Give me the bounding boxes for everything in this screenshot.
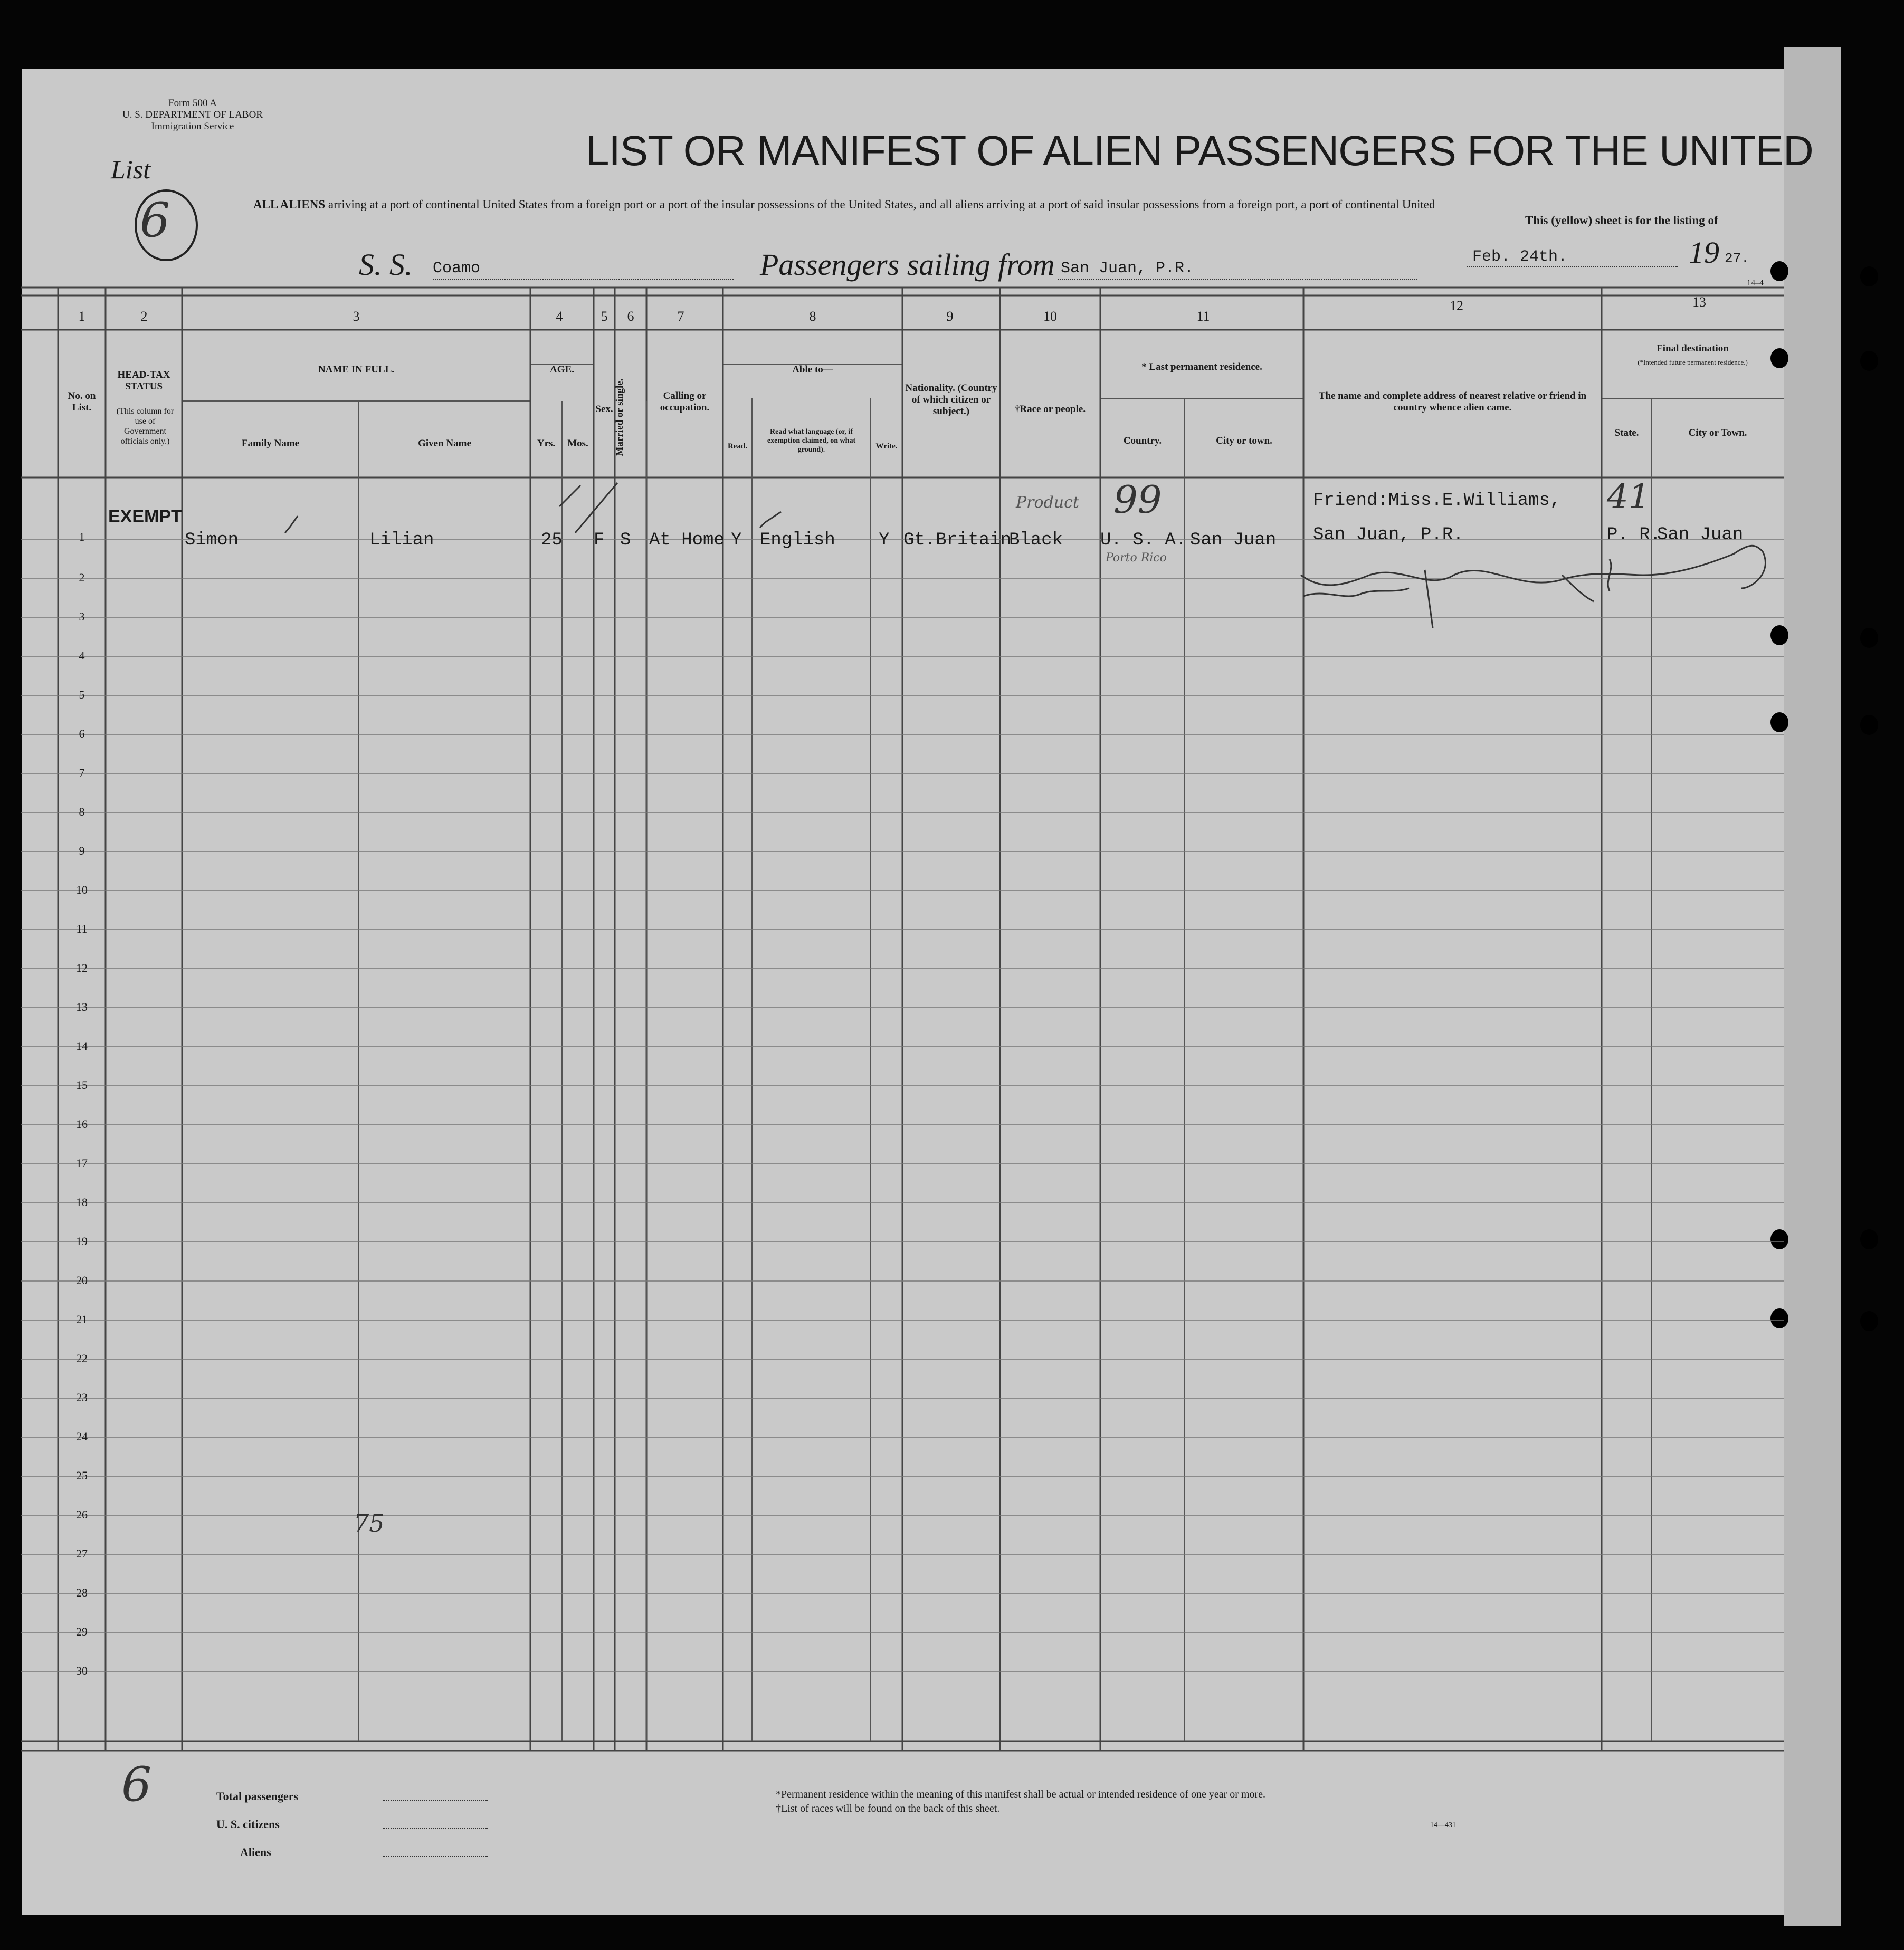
year-suffix: 27.	[1725, 251, 1749, 266]
row-number: 26	[76, 1508, 88, 1521]
relative-name: Friend:Miss.E.Williams,	[1313, 491, 1561, 511]
hdr-married: Married or single.	[614, 378, 625, 456]
residence-city: San Juan	[1190, 530, 1277, 550]
instructions-text: arriving at a port of continental United States from a foreign port or a port of the insular possessions of the United States, and all aliens arriving at a port of said insular possessions from a foreign port, a port of continental United	[328, 198, 1435, 211]
row-number: 25	[76, 1469, 88, 1482]
col-num: 9	[946, 309, 954, 324]
hdr-mos: Mos.	[567, 438, 588, 449]
col-num: 7	[677, 309, 684, 324]
read-language: English	[760, 530, 835, 550]
col-num: 2	[140, 309, 148, 324]
hdr-no-on-list: No. on List.	[68, 390, 96, 413]
sailing-date: Feb. 24th.	[1472, 248, 1568, 266]
footnote-residence: *Permanent residence within the meaning of this manifest shall be actual or intended residence of one year or more.	[776, 1789, 1266, 1800]
row-number: 5	[79, 688, 85, 701]
list-label: List	[111, 155, 151, 184]
row-number: 2	[79, 571, 85, 584]
handwritten-note-product: Product	[1016, 493, 1079, 512]
col-num: 3	[353, 309, 360, 324]
handwritten-mark-75: 75	[354, 1509, 385, 1537]
hdr-last-residence: * Last permanent residence.	[1141, 361, 1262, 372]
hdr-city: City or town.	[1216, 435, 1272, 446]
col-num: 4	[556, 309, 563, 324]
row-number: 28	[76, 1586, 88, 1599]
form-code: 14—431	[1430, 1821, 1456, 1829]
hdr-family-name: Family Name	[241, 438, 300, 449]
col-num: 12	[1450, 298, 1463, 313]
row-number: 6	[79, 727, 85, 740]
col-num: 13	[1692, 294, 1706, 310]
row-number: 4	[79, 649, 85, 662]
destination-state: P. R.	[1607, 525, 1661, 545]
year-prefix: 19	[1689, 235, 1719, 270]
aliens-label: Aliens	[240, 1846, 271, 1859]
relative-address: San Juan, P.R.	[1313, 525, 1464, 545]
race: Black	[1009, 530, 1063, 550]
document-title: LIST OR MANIFEST OF ALIEN PASSENGERS FOR THE UNITED	[586, 127, 1813, 174]
head-tax-exempt: EXEMPT	[108, 506, 182, 527]
hdr-read-language: Read what language (or, if exemption claimed, on what ground).	[767, 428, 856, 454]
hdr-write: Write.	[875, 442, 898, 451]
handwritten-code-99: 99	[1113, 477, 1162, 522]
row-number: 21	[76, 1313, 88, 1326]
hdr-race: †Race or people.	[1014, 404, 1086, 415]
row-number: 10	[76, 883, 88, 896]
family-name: Simon	[185, 530, 239, 550]
row-number: 14	[76, 1039, 88, 1053]
row-number: 22	[76, 1352, 88, 1365]
hdr-yrs: Yrs.	[537, 438, 556, 449]
instructions-line2: This (yellow) sheet is for the listing of	[1525, 214, 1718, 227]
hdr-final-destination-note: (*Intended future permanent residence.)	[1638, 358, 1748, 366]
can-write: Y	[879, 530, 890, 550]
service: Immigration Service	[151, 121, 234, 132]
row-number: 29	[76, 1625, 88, 1638]
row-number: 9	[79, 844, 85, 857]
row-number: 7	[79, 766, 85, 779]
can-read: Y	[731, 530, 742, 550]
hdr-age: AGE.	[550, 364, 574, 375]
row-number: 13	[76, 1000, 88, 1014]
list-number-handwritten: 6	[140, 193, 170, 248]
handwritten-code-41: 41	[1607, 477, 1650, 517]
row-number: 27	[76, 1547, 88, 1560]
hdr-final-destination: Final destination	[1657, 343, 1729, 354]
row-number: 24	[76, 1430, 88, 1443]
instructions-prefix: ALL ALIENS	[253, 198, 326, 211]
sex: F	[594, 530, 605, 550]
row-number: 12	[76, 961, 88, 974]
row-number: 1	[79, 530, 85, 543]
row-number: 8	[79, 805, 85, 818]
residence-country: U. S. A.	[1100, 530, 1187, 550]
nationality: Gt.Britain	[903, 530, 1012, 550]
col-num: 8	[809, 309, 816, 324]
col-num: 6	[627, 309, 634, 324]
us-citizens-label: U. S. citizens	[216, 1818, 280, 1831]
marital-status: S	[620, 530, 631, 550]
department: U. S. DEPARTMENT OF LABOR	[122, 109, 263, 120]
row-number: 17	[76, 1156, 88, 1170]
col-num: 11	[1196, 309, 1210, 324]
row-number: 23	[76, 1391, 88, 1404]
row-number: 16	[76, 1117, 88, 1131]
total-passengers-label: Total passengers	[216, 1790, 299, 1803]
row-number: 19	[76, 1235, 88, 1248]
footnote-races: †List of races will be found on the back of this sheet.	[776, 1803, 1000, 1814]
row-number: 3	[79, 610, 85, 623]
corner-code: 14–4	[1747, 279, 1764, 288]
hdr-city-town: City or Town.	[1688, 427, 1747, 438]
given-name: Lilian	[369, 530, 434, 550]
ship-name: Coamo	[433, 260, 481, 278]
col-num: 5	[601, 309, 608, 324]
age-years: 25	[541, 530, 563, 550]
occupation: At Home	[649, 530, 725, 550]
sailing-label: Passengers sailing from	[760, 247, 1055, 282]
hdr-sex: Sex.	[595, 404, 613, 415]
hdr-calling: Calling or occupation.	[660, 390, 710, 413]
form-number: Form 500 A	[168, 98, 217, 109]
hdr-country: Country.	[1123, 435, 1162, 446]
col-num: 10	[1043, 309, 1057, 324]
aliens-line	[383, 1856, 488, 1857]
row-number: 30	[76, 1664, 88, 1677]
hdr-able-to: Able to—	[792, 364, 833, 375]
ss-label: S. S.	[359, 247, 413, 282]
hdr-given-name: Given Name	[418, 438, 471, 449]
hdr-state: State.	[1614, 427, 1639, 438]
hdr-head-tax-note: (This column for use of Government officials only.)	[116, 407, 174, 446]
handwritten-note-porto-rico: Porto Rico	[1106, 551, 1167, 565]
row-number: 20	[76, 1274, 88, 1287]
us-citizens-line	[383, 1828, 488, 1829]
hdr-head-tax: HEAD-TAX STATUS	[117, 369, 170, 392]
hdr-read: Read.	[727, 442, 748, 451]
row-number: 18	[76, 1196, 88, 1209]
row-number: 11	[76, 922, 88, 935]
row-number: 15	[76, 1078, 88, 1092]
hdr-relative: The name and complete address of nearest relative or friend in country whence alien came.	[1318, 390, 1587, 413]
handwritten-page-mark: 6	[121, 1757, 152, 1812]
port: San Juan, P.R.	[1061, 260, 1194, 278]
hdr-name-in-full: NAME IN FULL.	[318, 364, 395, 375]
total-passengers-line	[383, 1800, 488, 1801]
hdr-nationality: Nationality. (Country of which citizen or subject.)	[905, 383, 997, 417]
destination-city: San Juan	[1657, 525, 1744, 545]
col-num: 1	[78, 309, 85, 324]
